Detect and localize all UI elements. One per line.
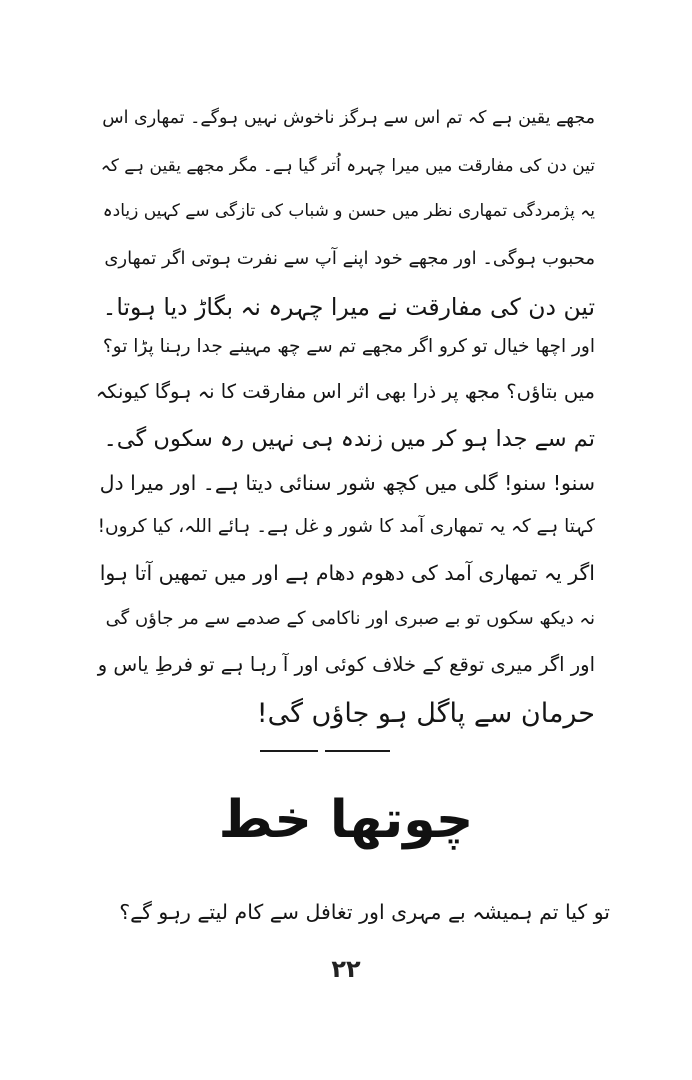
text-line: اور اچھا خیال تو کرو اگر مجھے تم سے چھ مہینے جدا رہنا پڑا تو؟ bbox=[102, 336, 595, 357]
page-number: ۲۲ bbox=[331, 955, 361, 983]
text-line: اور اگر میری توقع کے خلاف کوئی اور آ رہا ہے تو فرطِ یاس و bbox=[97, 653, 595, 676]
text-line: سنو! سنو! گلی میں کچھ شور سنائی دیتا ہے۔ اور میرا دل bbox=[99, 471, 595, 495]
section-divider bbox=[325, 750, 390, 752]
letter-opening-line: تو کیا تم ہمیشہ بے مہری اور تغافل سے کام لیتے رہو گے؟ bbox=[119, 900, 610, 924]
text-line: اگر یہ تمھاری آمد کی دھوم دھام ہے اور میں تمھیں آتا ہوا bbox=[99, 561, 595, 585]
text-line: محبوب ہوگی۔ اور مجھے خود اپنے آپ سے نفرت ہوتی اگر تمھاری bbox=[104, 248, 595, 269]
text-line: یہ پژمردگی تمھاری نظر میں حسن و شباب کی تازگی سے کہیں زیادہ bbox=[102, 201, 595, 221]
text-line: نہ دیکھ سکوں تو بے صبری اور ناکامی کے صدمے سے مر جاؤں گی bbox=[105, 608, 595, 629]
chapter-title: چوتھا خط bbox=[218, 790, 474, 850]
text-line: تین دن کی مفارقت نے میرا چہرہ نہ بگاڑ دیا ہوتا۔ bbox=[102, 293, 595, 321]
text-line: مجھے یقین ہے کہ تم اس سے ہرگز ناخوش نہیں ہوگے۔ تمھاری اس bbox=[102, 108, 595, 128]
section-divider bbox=[260, 750, 318, 752]
text-line: حرمان سے پاگل ہو جاؤں گی! bbox=[256, 698, 595, 729]
text-line: کہتا ہے کہ یہ تمھاری آمد کا شور و غل ہے۔ ہائے اللہ، کیا کروں! bbox=[97, 516, 595, 537]
text-line: میں بتاؤں؟ مجھ پر ذرا بھی اثر اس مفارقت کا نہ ہوگا کیونکہ bbox=[95, 380, 595, 403]
text-line: تم سے جدا ہو کر میں زندہ ہی نہیں رہ سکوں گی۔ bbox=[103, 426, 595, 452]
text-line: تین دن کی مفارقت میں میرا چہرہ اُتر گیا ہے۔ مگر مجھے یقین ہے کہ bbox=[100, 156, 595, 176]
